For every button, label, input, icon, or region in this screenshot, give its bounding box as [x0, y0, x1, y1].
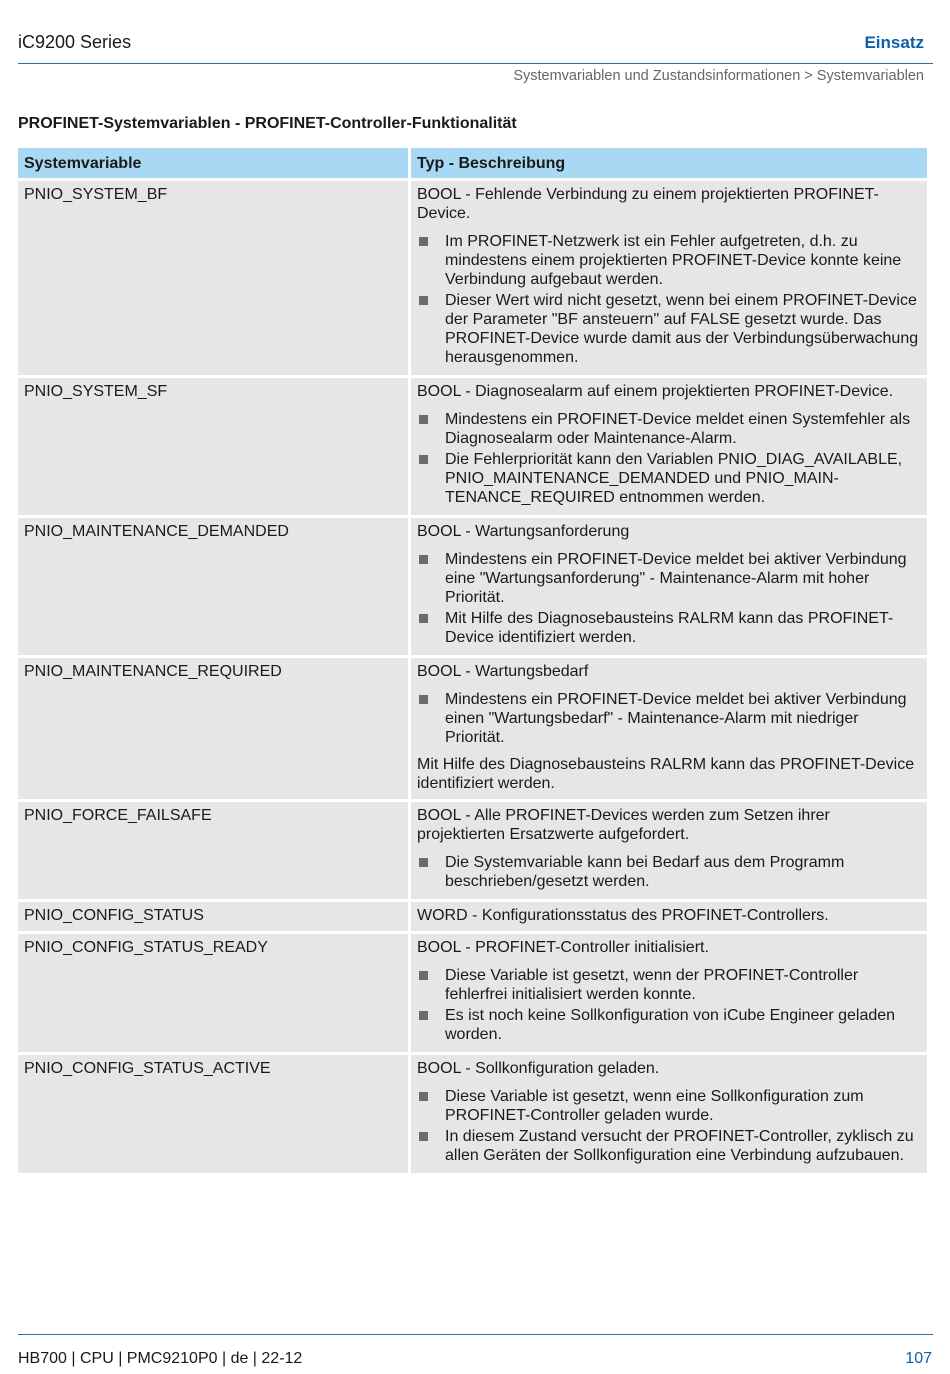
variable-name-cell: PNIO_CONFIG_STATUS_READY: [18, 934, 408, 1052]
list-item: [417, 450, 921, 507]
square-bullet-icon: [419, 415, 428, 424]
type-description: BOOL - Wartungsbedarf: [417, 663, 589, 680]
description-cell: [411, 1055, 927, 1173]
bullet-text: Mindestens ein PROFINET-Device meldet einen Systemfehler als Diagnosealarm oder Maintenance-Alarm.: [445, 411, 911, 447]
table-row: [18, 658, 927, 799]
square-bullet-icon: [419, 555, 428, 564]
square-bullet-icon: [419, 237, 428, 246]
list-item: [417, 1087, 921, 1125]
bullet-text: Diese Variable ist gesetzt, wenn eine Sollkonfiguration zum PROFINET-Controller geladen wurde.: [445, 1088, 864, 1124]
table-row: [18, 181, 927, 375]
list-item: [417, 690, 921, 747]
column-header-description: Typ - Beschreibung: [411, 148, 927, 178]
series-title: iC9200 Series: [18, 32, 132, 52]
bullet-text: Mindestens ein PROFINET-Device meldet bei aktiver Verbindung eine "Wartungsanforderung" - Maintenance-Alarm mit hoher Priorität.: [445, 551, 907, 606]
description-cell: [411, 518, 927, 655]
table-row: [18, 934, 927, 1052]
variable-name-cell: PNIO_CONFIG_STATUS_ACTIVE: [18, 1055, 408, 1173]
header-rule: [18, 63, 933, 64]
table-header-row: [18, 148, 927, 178]
list-item: [417, 853, 921, 891]
square-bullet-icon: [419, 971, 428, 980]
square-bullet-icon: [419, 296, 428, 305]
type-description: BOOL - Fehlende Verbindung zu einem projektierten PROFINET-Device.: [417, 186, 879, 222]
variable-name-cell: PNIO_MAINTENANCE_REQUIRED: [18, 658, 408, 799]
additional-note: Mit Hilfe des Diagnosebausteins RALRM kann das PROFINET-Device identifiziert werden.: [417, 756, 915, 792]
description-cell: [411, 658, 927, 799]
type-description: BOOL - Wartungsanforderung: [417, 523, 630, 540]
bullet-list: [417, 966, 921, 1044]
bullet-text: Mindestens ein PROFINET-Device meldet bei aktiver Verbindung einen "Wartungsbedarf" - Maintenance-Alarm mit niedriger Priorität.: [445, 691, 907, 746]
bullet-text: In diesem Zustand versucht der PROFINET-Controller, zyklisch zu allen Geräten der Sollkonfiguration eine Verbindung aufzubauen.: [445, 1128, 914, 1164]
variable-name-cell: PNIO_SYSTEM_BF: [18, 181, 408, 375]
list-item: [417, 1006, 921, 1044]
square-bullet-icon: [419, 1011, 428, 1020]
breadcrumb: Systemvariablen und Zustandsinformationen > Systemvariablen: [513, 68, 924, 84]
type-description: BOOL - Sollkonfiguration geladen.: [417, 1060, 660, 1077]
description-cell: [411, 902, 927, 931]
footer-doc-info: HB700 | CPU | PMC9210P0 | de | 22-12: [18, 1350, 303, 1367]
page-number: 107: [905, 1350, 932, 1367]
list-item: [417, 232, 921, 289]
square-bullet-icon: [419, 1092, 428, 1101]
square-bullet-icon: [419, 455, 428, 464]
bullet-list: [417, 1087, 921, 1165]
table-row: [18, 802, 927, 899]
bullet-text: Mit Hilfe des Diagnosebausteins RALRM kann das PROFINET-Device identifiziert werden.: [445, 610, 894, 646]
bullet-text: Dieser Wert wird nicht gesetzt, wenn bei einem PROFINET-Device der Parameter "BF ansteuern" auf FALSE gesetzt wurde. Das PROFINET-Device wurde damit aus der Verbindungsüberwachung herausgenommen.: [445, 292, 919, 366]
type-description: WORD - Konfigurationsstatus des PROFINET-Controllers.: [417, 907, 829, 924]
bullet-text: Die Systemvariable kann bei Bedarf aus dem Programm beschrieben/gesetzt werden.: [445, 854, 845, 890]
bullet-list: [417, 690, 921, 747]
bullet-text: Die Fehlerpriorität kann den Variablen PNIO_DIAG_AVAILABLE, PNIO_MAINTENANCE_DEMANDED und PNIO_MAINTENANCE_REQUIRED entnommen werden.: [445, 451, 903, 506]
description-cell: [411, 934, 927, 1052]
type-description: BOOL - PROFINET-Controller initialisiert.: [417, 939, 709, 956]
type-description: BOOL - Diagnosealarm auf einem projektierten PROFINET-Device.: [417, 383, 894, 400]
type-description: BOOL - Alle PROFINET-Devices werden zum Setzen ihrer projektierten Ersatzwerte aufgefordert.: [417, 807, 830, 843]
table-row: [18, 518, 927, 655]
bullet-list: [417, 410, 921, 507]
square-bullet-icon: [419, 1132, 428, 1141]
list-item: [417, 609, 921, 647]
list-item: [417, 291, 921, 367]
table-row: [18, 1055, 927, 1173]
list-item: [417, 1127, 921, 1165]
list-item: [417, 410, 921, 448]
variable-name-cell: PNIO_SYSTEM_SF: [18, 378, 408, 515]
square-bullet-icon: [419, 614, 428, 623]
list-item: [417, 966, 921, 1004]
bullet-text: Im PROFINET-Netzwerk ist ein Fehler aufgetreten, d.h. zu mindestens einem projektierten PROFINET-Device konnte keine Verbindung aufgebaut werden.: [445, 233, 902, 288]
bullet-list: [417, 232, 921, 367]
list-item: [417, 550, 921, 607]
table-row: [18, 378, 927, 515]
description-cell: [411, 802, 927, 899]
bullet-list: [417, 853, 921, 891]
description-cell: [411, 378, 927, 515]
bullet-text: Diese Variable ist gesetzt, wenn der PROFINET-Controller fehlerfrei initialisiert werden konnte.: [445, 967, 859, 1003]
variable-name-cell: PNIO_FORCE_FAILSAFE: [18, 802, 408, 899]
variable-name-cell: PNIO_CONFIG_STATUS: [18, 902, 408, 931]
table-row: [18, 902, 927, 931]
bullet-text: Es ist noch keine Sollkonfiguration von iCube Engineer geladen worden.: [445, 1007, 896, 1043]
column-header-variable: Systemvariable: [18, 148, 408, 178]
variable-name-cell: PNIO_MAINTENANCE_DEMANDED: [18, 518, 408, 655]
system-variables-table: [15, 145, 930, 1176]
section-title: PROFINET-Systemvariablen - PROFINET-Controller-Funktionalität: [18, 115, 517, 132]
footer-rule: [18, 1334, 933, 1335]
description-cell: [411, 181, 927, 375]
chapter-title: Einsatz: [864, 33, 924, 52]
bullet-list: [417, 550, 921, 647]
square-bullet-icon: [419, 695, 428, 704]
square-bullet-icon: [419, 858, 428, 867]
